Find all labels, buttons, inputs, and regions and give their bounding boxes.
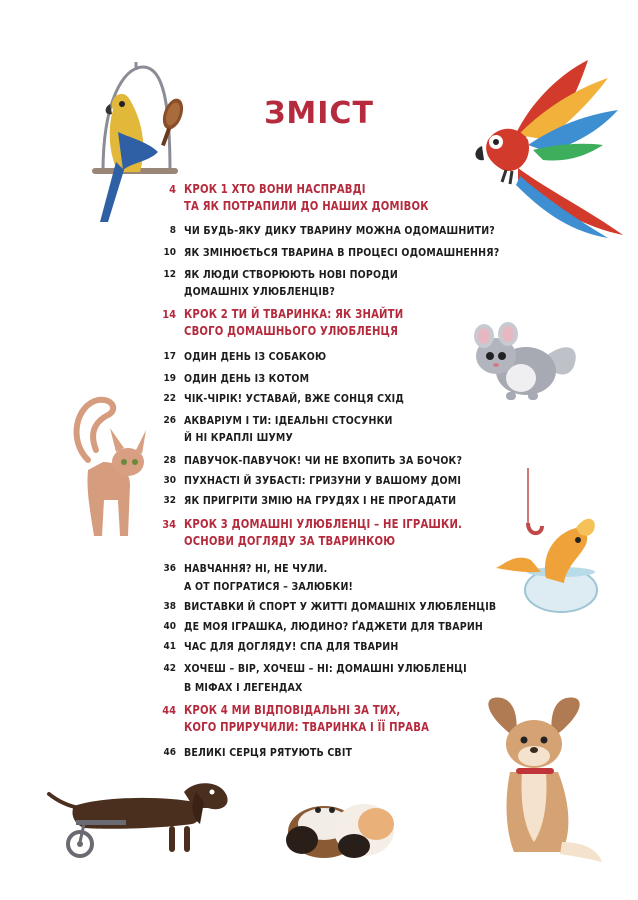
entry-line: ПУХНАСТІ Й ЗУБАСТІ: ГРИЗУНИ У ВАШОМУ ДОМІ [184, 474, 462, 487]
parrot-mirror-icon [78, 62, 188, 232]
guinea-pig-icon [282, 784, 402, 864]
dachshund-icon [44, 772, 234, 862]
page-number: 30 [163, 475, 176, 486]
entry-line: ВИСТАВКИ Й СПОРТ У ЖИТТІ ДОМАШНІХ УЛЮБЛЕНЦІВ [184, 600, 497, 613]
entry-line: ЧАС ДЛЯ ДОГЛЯДУ! СПА ДЛЯ ТВАРИН [184, 640, 399, 653]
entry-line: КРОК 4 МИ ВІДПОВІДАЛЬНІ ЗА ТИХ, [184, 703, 401, 717]
page-number: 4 [169, 183, 176, 196]
entry-line: ЧІК-ЧІРІК! УСТАВАЙ, ВЖЕ СОНЦЯ СХІД [184, 392, 404, 405]
entry-line: ЯК ПРИГРІТИ ЗМІЮ НА ГРУДЯХ І НЕ ПРОГАДАТИ [184, 494, 457, 507]
cat-icon [58, 390, 148, 540]
page-number: 40 [163, 621, 176, 632]
page-number: 42 [163, 663, 176, 674]
page-number: 41 [163, 641, 176, 652]
dog-icon [474, 692, 604, 864]
page-number: 38 [163, 601, 176, 612]
page-number: 12 [163, 269, 176, 280]
page-number: 22 [163, 393, 176, 404]
entry-line: ХОЧЕШ – ВІР, ХОЧЕШ – НІ: ДОМАШНІ УЛЮБЛЕНЦІ [184, 662, 467, 675]
entry-line: ОДИН ДЕНЬ ІЗ КОТОМ [184, 372, 310, 385]
page-number: 26 [163, 415, 176, 426]
page-title: ЗМІСТ [264, 96, 374, 131]
fish-bowl-icon [486, 468, 606, 618]
page-number: 14 [162, 308, 176, 321]
entry-line: ВЕЛИКІ СЕРЦЯ РЯТУЮТЬ СВІТ [184, 746, 353, 759]
entry-line: ЯК ЗМІНЮЄТЬСЯ ТВАРИНА В ПРОЦЕСІ ОДОМАШНЕННЯ? [184, 246, 500, 259]
entry-line: СВОГО ДОМАШНЬОГО УЛЮБЛЕНЦЯ [184, 324, 399, 338]
entry-line: АКВАРІУМ І ТИ: ІДЕАЛЬНІ СТОСУНКИ [184, 414, 393, 427]
entry-line: НАВЧАННЯ? НІ, НЕ ЧУЛИ. [184, 562, 328, 575]
page-number: 17 [163, 351, 176, 362]
entry-line: Й НІ КРАПЛІ ШУМУ [184, 431, 293, 444]
entry-line: А ОТ ПОГРАТИСЯ – ЗАЛЮБКИ! [184, 580, 354, 593]
entry-line: КРОК 1 ХТО ВОНИ НАСПРАВДІ [184, 182, 366, 196]
entry-line: ОСНОВИ ДОГЛЯДУ ЗА ТВАРИНКОЮ [184, 534, 396, 548]
page-number: 19 [163, 373, 176, 384]
entry-line: КРОК 3 ДОМАШНІ УЛЮБЛЕНЦІ – НЕ ІГРАШКИ. [184, 517, 463, 531]
entry-line: ДОМАШНІХ УЛЮБЛЕНЦІВ? [184, 285, 336, 298]
page-number: 8 [169, 225, 176, 236]
entry-line: КОГО ПРИРУЧИЛИ: ТВАРИНКА І ЇЇ ПРАВА [184, 720, 430, 734]
page-number: 28 [163, 455, 176, 466]
macaw-icon [458, 50, 628, 240]
chinchilla-icon [466, 316, 586, 406]
entry-line: ПАВУЧОК-ПАВУЧОК! ЧИ НЕ ВХОПИТЬ ЗА БОЧОК? [184, 454, 463, 467]
page-number: 10 [163, 247, 176, 258]
page-number: 34 [162, 518, 176, 531]
entry-line: ЧИ БУДЬ-ЯКУ ДИКУ ТВАРИНУ МОЖНА ОДОМАШНИТИ? [184, 224, 495, 237]
entry-line: В МІФАХ І ЛЕГЕНДАХ [184, 681, 303, 694]
page-number: 44 [162, 704, 176, 717]
entry-line: ДЕ МОЯ ІГРАШКА, ЛЮДИНО? ҐАДЖЕТИ ДЛЯ ТВАРИН [184, 620, 484, 633]
entry-line: ОДИН ДЕНЬ ІЗ СОБАКОЮ [184, 350, 327, 363]
page-number: 36 [163, 563, 176, 574]
page-number: 32 [163, 495, 176, 506]
page-number: 46 [163, 747, 176, 758]
entry-line: ЯК ЛЮДИ СТВОРЮЮТЬ НОВІ ПОРОДИ [184, 268, 398, 281]
entry-line: ТА ЯК ПОТРАПИЛИ ДО НАШИХ ДОМІВОК [184, 199, 429, 213]
entry-line: КРОК 2 ТИ Й ТВАРИНКА: ЯК ЗНАЙТИ [184, 307, 404, 321]
